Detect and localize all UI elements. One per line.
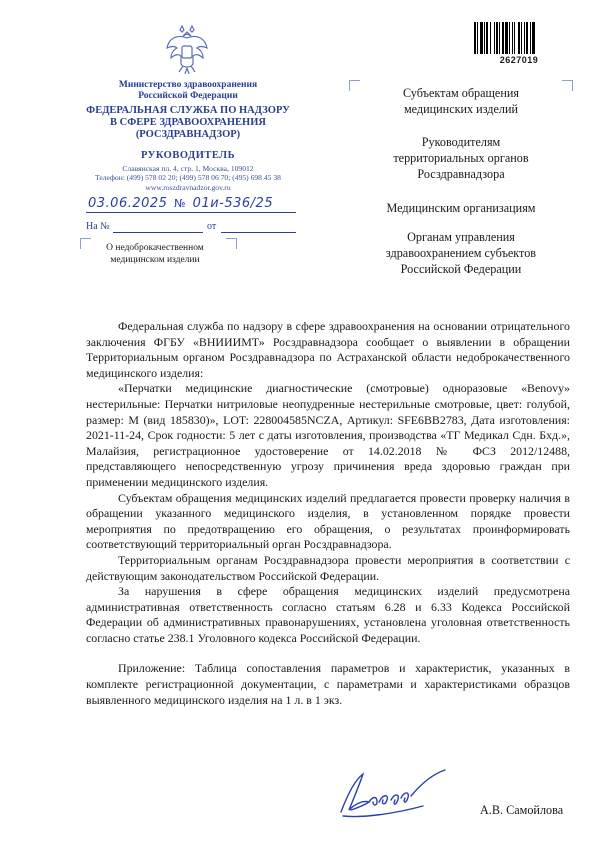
barcode-bar [490,22,491,54]
reply-to-label: На № [86,221,110,232]
barcode-bar [521,22,522,54]
barcode-bar [474,22,476,54]
reply-from-label: от [207,221,217,232]
registration-number-sign: № [174,197,187,210]
barcode-bar [486,22,488,54]
barcode-bar [499,22,500,54]
body-paragraph-1: Федеральная служба по надзору в сфере здравоохранения на основании отрицательного заключения ФГБУ «ВНИИИМТ» Росздравнадзора сообщает о выявлении в обращении Территориальным органом Росздравнадзора по Астраханской области недоброкачественного медицинского изделия: [86,319,570,380]
barcode-bar [509,22,510,54]
addressee-2: Руководителям территориальных органов Росздравнадзора [393,135,529,181]
barcode-bar [496,22,498,54]
body-paragraph-5: За нарушения в сфере обращения медицинских изделий предусмотрена административная ответственность согласно статьям 6.28 и 6.33 Кодекса Российской Федерации об административных правонарушениях, установлена уголовная ответственность согласно статье 238.1 Уголовного кодекса Российской Федерации. [86,584,570,645]
barcode-bar [480,22,483,54]
coat-of-arms-emblem [163,24,211,76]
barcode-bar [518,22,520,54]
barcode-bar [502,22,504,54]
barcode-bar [505,22,508,54]
barcode-number: 2627019 [499,55,539,65]
barcode-bar [524,22,525,54]
barcode-bar [477,22,478,54]
addressee-1: Субъектам обращения медицинских изделий [402,86,519,116]
barcode-graphic [473,22,565,54]
body-paragraph-2: «Перчатки медицинские диагностические (смотровые) одноразовые «Benovy» нестерильные: Перчатки нитриловые неопудренные нестерильные смотровые, цвет: голубой, размер: M (вид 185830)», LOT: 228004585NCZA, Артикул: SFE6BB2783, Дата изготовления: 2021-11-24, Срок годности: 5 лет с даты изготовления, производства «ТГ Медикал Сдн. Бхд.», Малайзия, регистрационное удостоверение от 14.02.2018 № ФСЗ 2012/12488, представляющего непосредственную угрозу причинения вреда здоровью граждан при применении медицинского изделия. [86,381,570,489]
reply-to-number-line [113,232,203,233]
body-paragraph-3: Субъектам обращения медицинских изделий предлагается провести проверку наличия в обращении указанного медицинского изделия, в установленном порядке провести мероприятия по предотвращению его обращения, о результатах проинформировать соответствующий территориальный орган Росздравнадзора. [86,490,570,552]
barcode-bar [484,22,485,54]
barcode-bar [494,22,495,54]
addressee-3: Медицинским организациям [386,201,536,215]
body-paragraph-4: Территориальным органам Росздравнадзора провести мероприятия в соответствии с действующим законодательством Российской Федерации. [86,552,570,583]
position-title: РУКОВОДИТЕЛЬ [140,150,236,161]
registration-date-handwritten [88,196,273,211]
signer-name: А.В. Самойлова [480,803,564,817]
body-paragraph-6: Приложение: Таблица сопоставления параметров и характеристик, указанных в комплекте регистрационной документации, с параметрами и характеристиками образцов выявленного медицинского изделия на 1 л. в 1 экз. [86,661,570,707]
sender-address: Славянская пл. 4, стр. 1, Москва, 109012 Телефон: (499) 578 02 20; (499) 578 06 70; (495) 698 45 38 www.roszdravnadzor.gov.ru [95,164,281,192]
barcode-bar [530,22,531,54]
barcode-bar [532,22,535,54]
reply-from-date-line [221,232,296,233]
handwritten-signature [333,766,453,821]
registration-number: 01и-536/25 [192,196,274,211]
ministry-name: Министерство здравоохранения Российской Федерации [118,80,258,101]
service-name: ФЕДЕРАЛЬНАЯ СЛУЖБА ПО НАДЗОРУ В СФЕРЕ ЗДРАВООХРАНЕНИЯ (РОСЗДРАВНАДЗОР) [86,105,290,140]
registration-date-line [86,212,296,213]
registration-date: 03.06.2025 [88,196,168,211]
barcode-bar [512,22,513,54]
subject-line: О недоброкачественном медицинском изделии [106,243,204,265]
barcode-bar [526,22,528,54]
addressee-4: Органам управления здравоохранением субъектов Российской Федерации [385,230,537,276]
letter-body [86,319,570,708]
barcode-bar [514,22,515,54]
